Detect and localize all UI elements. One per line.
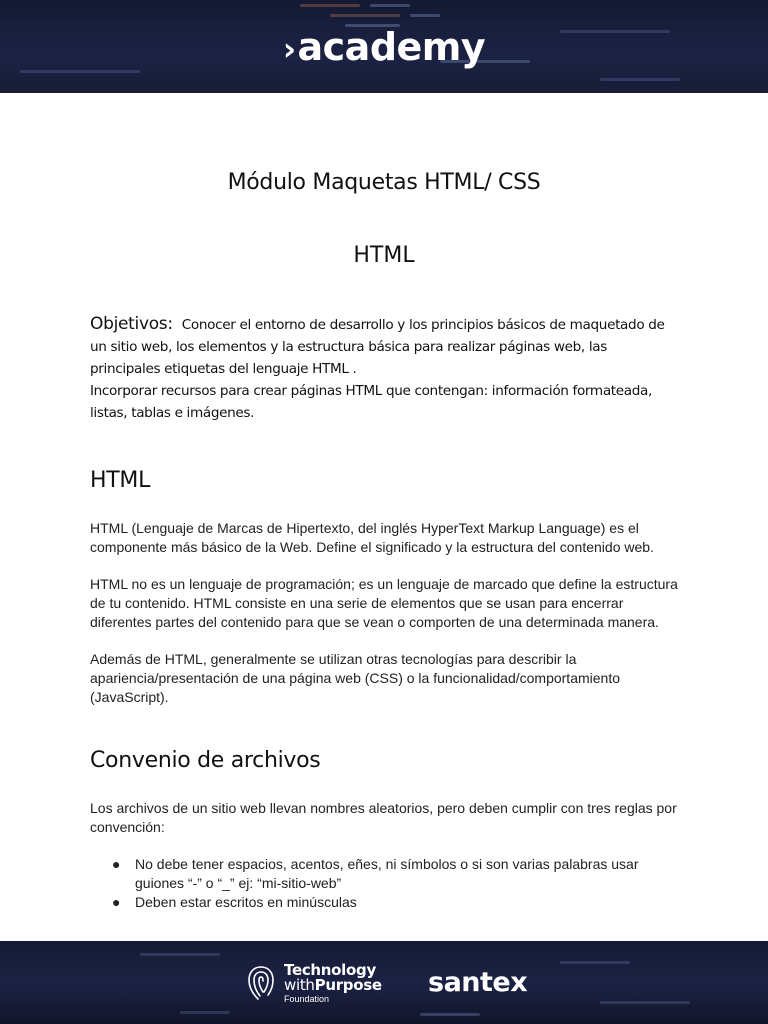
xacademy-logo xyxy=(0,22,768,74)
section-heading-html: HTML xyxy=(90,468,151,493)
list-item xyxy=(90,855,680,893)
objectives-label: Objetivos: xyxy=(90,314,173,334)
objectives-paragraph xyxy=(90,313,680,424)
rule-text: Deben estar escritos en minúsculas xyxy=(135,894,357,910)
brand-name: academy xyxy=(297,25,486,69)
twp-line-purpose xyxy=(284,975,382,994)
twp-with: with xyxy=(284,975,315,994)
bullet-icon: ● xyxy=(112,894,121,910)
header-banner xyxy=(0,0,768,93)
santex-logo: santex xyxy=(428,967,528,998)
objectives-text: Conocer el entorno de desarrollo y los principios básicos de maquetado de un sitio web, los elementos y la estructura básica para realizar páginas web, las principales etiquetas del lenguaje HTML . xyxy=(90,317,665,377)
bullet-icon: ● xyxy=(112,856,121,872)
file-rules-list xyxy=(90,855,680,912)
twp-line-foundation: Foundation xyxy=(284,993,330,1004)
list-item xyxy=(90,893,680,912)
files-intro: Los archivos de un sitio web llevan nombres aleatorios, pero deben cumplir con tres reglas por convención: xyxy=(90,800,677,836)
chevron-logo-icon: › xyxy=(282,30,296,68)
module-subtitle: HTML xyxy=(353,243,415,268)
twp-purpose: Purpose xyxy=(314,975,382,994)
section-heading-files: Convenio de archivos xyxy=(90,748,321,773)
fingerprint-icon xyxy=(246,964,276,1002)
html-paragraph-3: Además de HTML, generalmente se utilizan otras tecnologías para describir la apariencia/presentación de una página web (CSS) o la funcionalidad/comportamiento (JavaScript). xyxy=(90,651,620,706)
html-paragraph-1: HTML (Lenguaje de Marcas de Hipertexto, del inglés HyperText Markup Language) es el componente más básico de la Web. Define el significado y la estructura del contenido web. xyxy=(90,520,654,556)
objectives-text-2: Incorporar recursos para crear páginas HTML que contengan: información formateada, listas, tablas e imágenes. xyxy=(90,383,653,421)
twp-line-technology: Technology xyxy=(284,960,376,979)
technology-with-purpose-logo xyxy=(246,960,382,1004)
rule-text: No debe tener espacios, acentos, eñes, ni símbolos o si son varias palabras usar guiones “-” o “_” ej: “mi-sitio-web” xyxy=(135,856,639,891)
footer-banner xyxy=(0,941,768,1024)
code-background-decoration xyxy=(0,941,768,1024)
module-title: Módulo Maquetas HTML/ CSS xyxy=(227,170,541,195)
html-paragraph-2: HTML no es un lenguaje de programación; es un lenguaje de marcado que define la estructura de tu contenido. HTML consiste en una serie de elementos que se usan para encerrar diferentes partes del contenido para que se vean o comporten de una determinada manera. xyxy=(90,576,678,631)
twp-text xyxy=(284,960,382,1004)
